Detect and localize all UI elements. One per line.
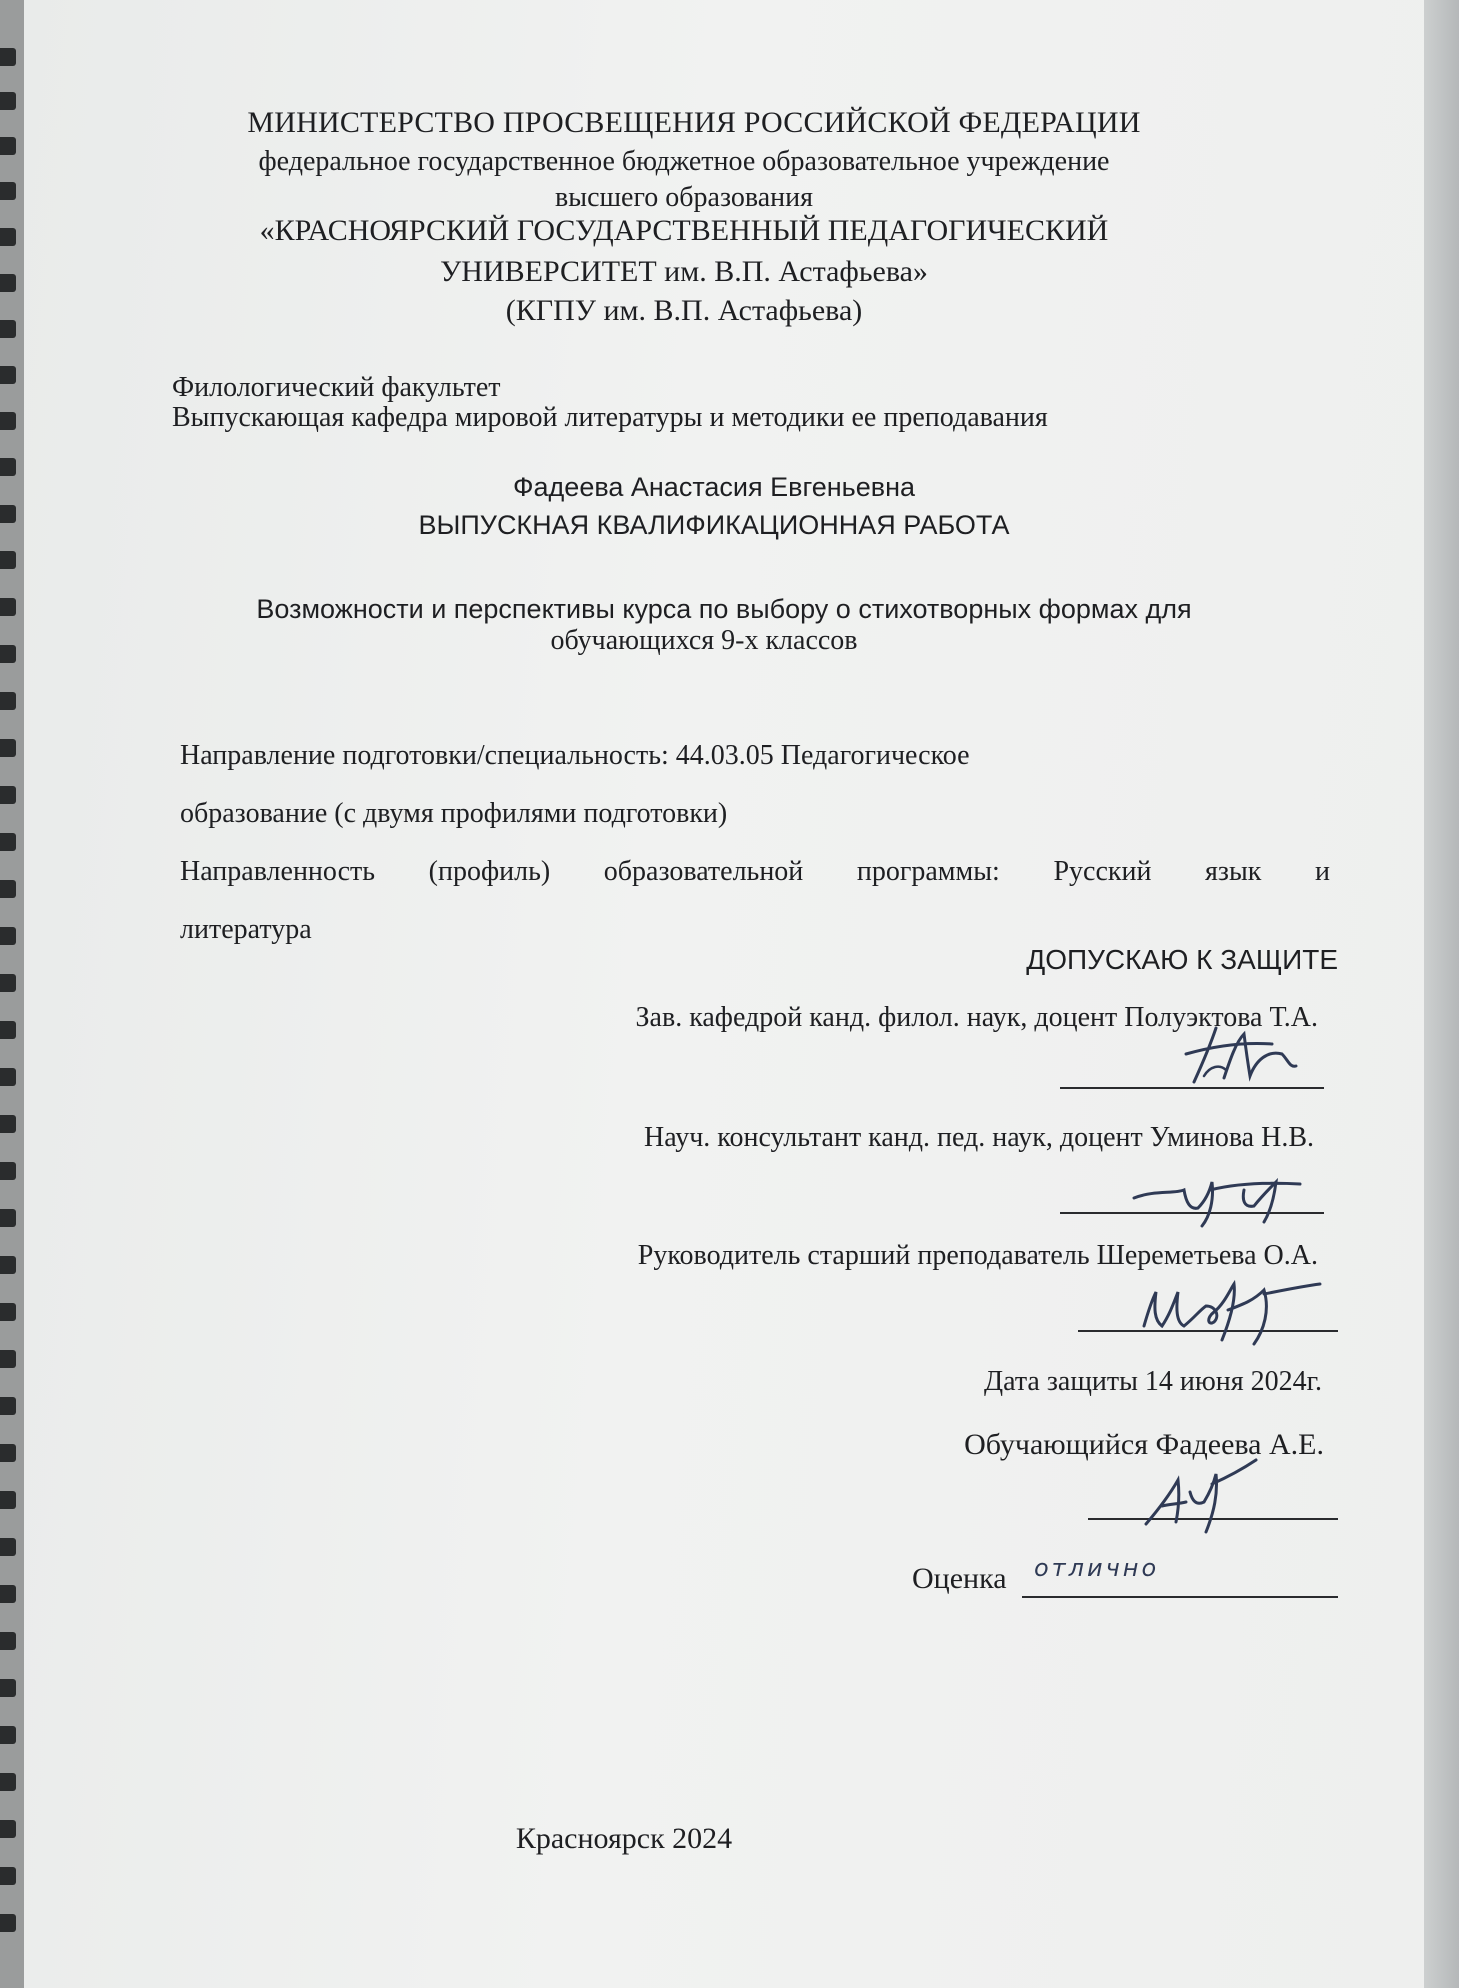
signature-student — [1134, 1450, 1274, 1540]
defense-date: Дата защиты 14 июня 2024г. — [984, 1366, 1322, 1397]
training-direction-line2: образование (с двумя профилями подготовки) — [180, 798, 728, 829]
program-profile-line2: литература — [180, 914, 312, 945]
signature-head-of-chair — [1164, 1020, 1314, 1090]
approval-heading: ДОПУСКАЮ К ЗАЩИТЕ — [1026, 944, 1338, 975]
page-stack-edge — [1420, 0, 1459, 1988]
profile-word: (профиль) — [428, 856, 551, 887]
grade-value: отлично — [1034, 1554, 1160, 1582]
grade-label: Оценка — [912, 1562, 1007, 1595]
chair-name: Выпускающая кафедра мировой литературы и методики ее преподавания — [172, 402, 1048, 433]
institution-type-line1: федеральное государственное бюджетное образовательное учреждение — [258, 146, 1110, 177]
ministry-heading: МИНИСТЕРСТВО ПРОСВЕЩЕНИЯ РОССИЙСКОЙ ФЕДЕРАЦИИ — [247, 106, 1141, 139]
institution-type-line2: высшего образования — [555, 182, 813, 213]
profile-word: образовательной — [603, 856, 804, 887]
program-profile-line1 — [180, 856, 1330, 888]
head-of-chair: Зав. кафедрой канд. филол. наук, доцент Полуэктова Т.А. — [635, 1002, 1318, 1033]
training-direction-line1: Направление подготовки/специальность: 44.03.05 Педагогическое — [180, 740, 970, 771]
thesis-title-line2: обучающихся 9-х классов — [550, 625, 858, 656]
profile-word: и — [1315, 856, 1330, 887]
university-name-line1: «КРАСНОЯРСКИЙ ГОСУДАРСТВЕННЫЙ ПЕДАГОГИЧЕСКИЙ — [259, 214, 1109, 247]
work-type: ВЫПУСКНАЯ КВАЛИФИКАЦИОННАЯ РАБОТА — [418, 510, 1010, 540]
faculty-name: Филологический факультет — [172, 372, 501, 403]
profile-word: язык — [1205, 856, 1262, 887]
title-page — [24, 0, 1424, 1988]
scientific-consultant: Науч. консультант канд. пед. наук, доцент Уминова Н.В. — [643, 1122, 1314, 1153]
profile-word: Направленность — [180, 856, 376, 887]
city-year: Красноярск 2024 — [515, 1822, 733, 1855]
author-name: Фадеева Анастасия Евгеньевна — [513, 472, 915, 502]
profile-word: Русский — [1053, 856, 1152, 887]
university-name-line2: УНИВЕРСИТЕТ им. В.П. Астафьева» — [440, 255, 928, 288]
profile-word: программы: — [856, 856, 1000, 887]
thesis-title-line1: Возможности и перспективы курса по выбору о стихотворных формах для — [256, 594, 1192, 624]
signature-consultant — [1124, 1160, 1324, 1230]
supervisor: Руководитель старший преподаватель Шереметьева О.А. — [637, 1240, 1318, 1271]
signature-supervisor — [1124, 1270, 1344, 1350]
grade-line — [1022, 1596, 1338, 1598]
student-name: Обучающийся Фадеева А.Е. — [964, 1428, 1324, 1461]
university-short-name: (КГПУ им. В.П. Астафьева) — [505, 294, 863, 327]
